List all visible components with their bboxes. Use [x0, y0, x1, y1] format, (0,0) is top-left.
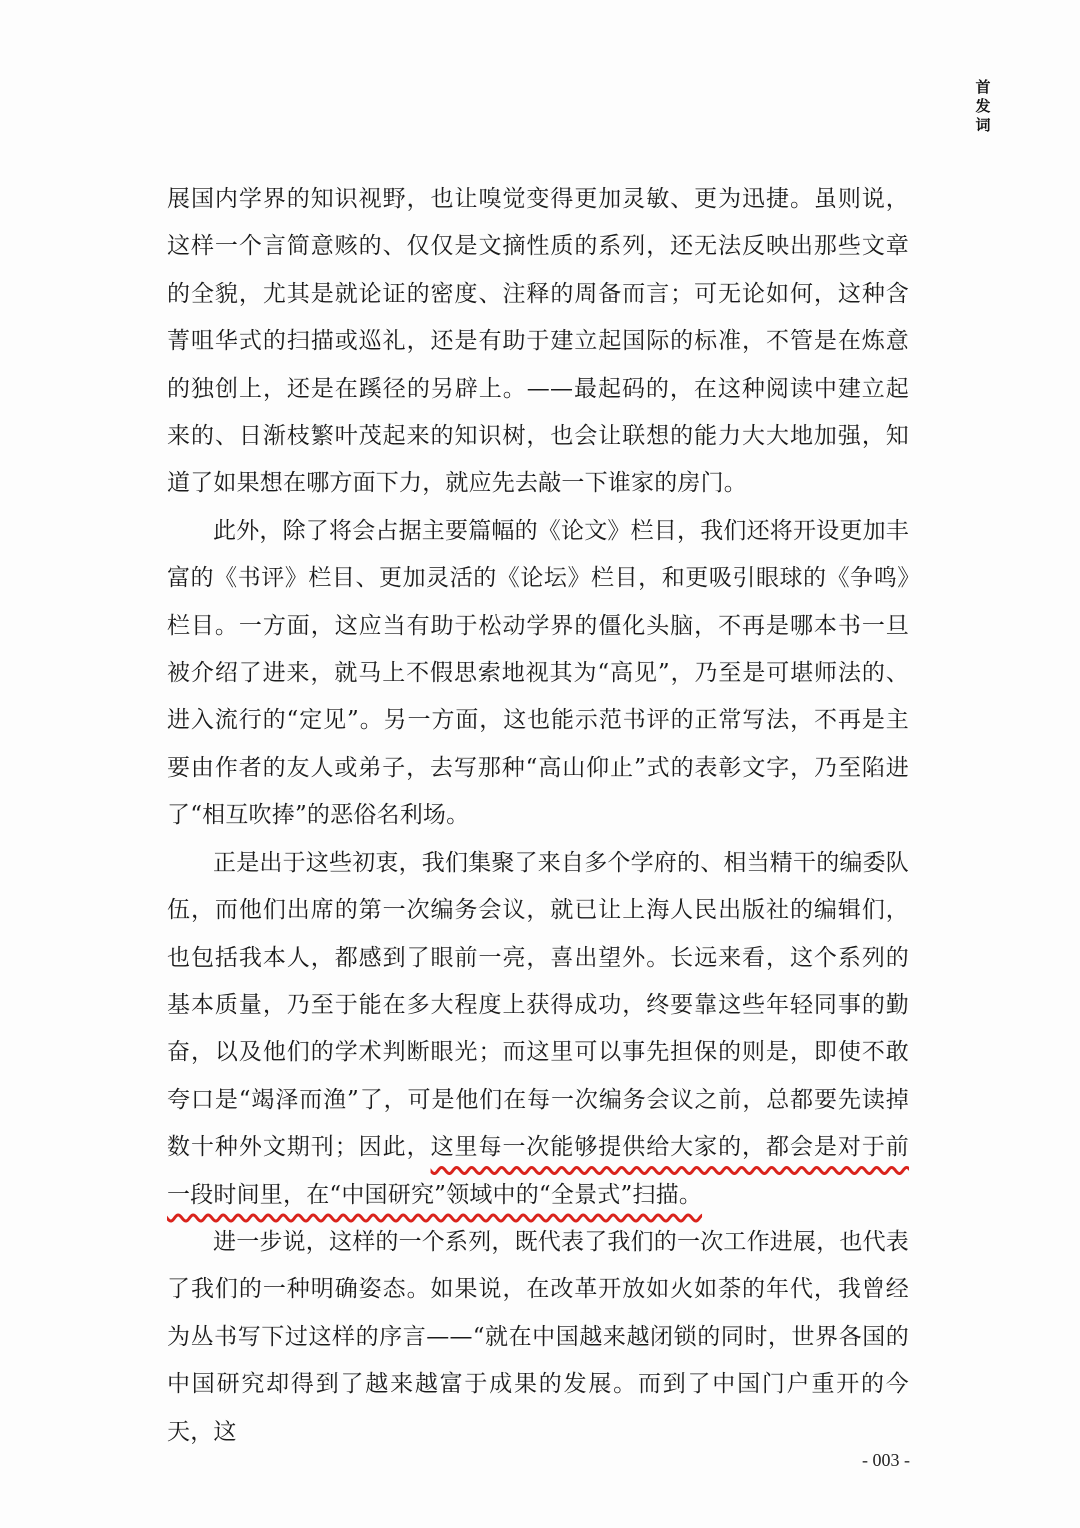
paragraph-3-text: 正是出于这些初衷，我们集聚了来自多个学府的、相当精干的编委队伍，而他们出席的第一次编务会议，就已让上海人民出版社的编辑们，也包括我本人，都感到了眼前一亮，喜出望外。长远来看，这个系列的基本质量，乃至于能在多大程度上获得成功，终要靠这些年轻同事的勤奋，以及他们的学术判断眼光；而这里可以事先担保的则是，即使不敢夸口是“竭泽而渔”了，可是他们在每一次编务会议之前，总都要先读掉数十种外文期刊；因此， — [167, 849, 909, 1161]
paragraph-2: 此外，除了将会占据主要篇幅的《论文》栏目，我们还将开设更加丰富的《书评》栏目、更加灵活的《论坛》栏目，和更吸引眼球的《争鸣》栏目。一方面，这应当有助于松动学界的僵化头脑，不再是哪本书一旦被介绍了进来，就马上不假思索地视其为“高见”，乃至是可堪师法的、进入流行的“定见”。另一方面，这也能示范书评的正常写法，不再是主要由作者的友人或弟子，去写那种“高山仰止”式的表彰文字，乃至陷进了“相互吹捧”的恶俗名利场。 — [167, 517, 909, 829]
paragraph-1: 展国内学界的知识视野，也让嗅觉变得更加灵敏、更为迅捷。虽则说，这样一个言简意赅的、仅仅是文摘性质的系列，还无法反映出那些文章的全貌，尤其是就论证的密度、注释的周备而言；可无论如何，这种含菁咀华式的扫描或巡礼，还是有助于建立起国际的标准，不管是在炼意的独创上，还是在蹊径的另辟上。——最起码的，在这种阅读中建立起来的、日渐枝繁叶茂起来的知识树，也会让联想的能力大大地加强，知道了如果想在哪方面下力，就应先去敲一下谁家的房门。 — [167, 186, 909, 497]
paragraph-4: 进一步说，这样的一个系列，既代表了我们的一次工作进展，也代表了我们的一种明确姿态。如果说，在改革开放如火如荼的年代，我曾经为丛书写下过这样的序言——“就在中国越来越闭锁的同时，世界各国的中国研究却得到了越来越富于成果的发展。而到了中国门户重开的今天，这 — [167, 1228, 909, 1445]
page-number: - 003 - — [862, 1450, 910, 1470]
highlighted-passage: 这里每一次能够提供给大家的，都会是对于前一段时间里，在“中国研究”领域中的“全景式”扫描。 — [167, 1134, 910, 1208]
paragraph-3 — [167, 840, 909, 1219]
body-text — [167, 176, 909, 1456]
running-head-char: 词 — [975, 116, 991, 134]
running-head-char: 发 — [975, 97, 991, 115]
running-head — [972, 78, 994, 135]
running-head-char: 首 — [975, 78, 991, 96]
